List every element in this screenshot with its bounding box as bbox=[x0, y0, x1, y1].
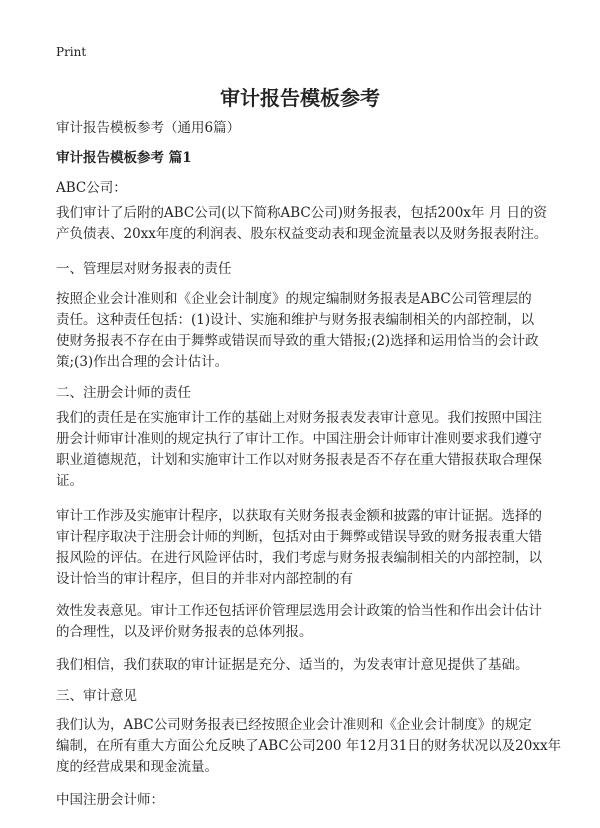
paragraph-3 bbox=[56, 408, 542, 492]
signature-label: 中国注册会计师： bbox=[56, 792, 164, 808]
text-line: 策;(3)作出合理的会计估计。 bbox=[56, 354, 229, 370]
text-line: 编制，在所有重大方面公允反映了ABC公司200 年12月31日的财务状况以及20xx年 bbox=[56, 738, 562, 754]
text-line: 度的经营成果和现金流量。 bbox=[56, 759, 218, 775]
paragraph-1 bbox=[56, 203, 547, 245]
paragraph-5 bbox=[56, 601, 542, 643]
text-line: 我们相信，我们获取的审计证据是充分、适当的，为发表审计意见提供了基础。 bbox=[56, 657, 529, 673]
text-line: 我们的责任是在实施审计工作的基础上对财务报表发表审计意见。我们按照中国注 bbox=[56, 410, 542, 426]
section-title: 审计报告模板参考 篇1 bbox=[56, 150, 192, 166]
paragraph-7 bbox=[56, 715, 561, 778]
text-line: 册会计师审计准则的规定执行了审计工作。中国注册会计师审计准则要求我们遵守 bbox=[56, 431, 542, 447]
salutation: ABC公司： bbox=[56, 180, 127, 196]
text-line: 产负债表、20xx年度的利润表、股东权益变动表和现金流量表以及财务报表附注。 bbox=[56, 226, 548, 242]
paragraph-2 bbox=[56, 289, 539, 373]
paragraph-6 bbox=[56, 655, 529, 676]
text-line: 设计恰当的审计程序，但目的并非对内部控制的有 bbox=[56, 571, 353, 587]
heading-auditor-responsibility: 二、注册会计师的责任 bbox=[56, 385, 191, 401]
text-line: 使财务报表不存在由于舞弊或错误而导致的重大错报;(2)选择和运用恰当的会计政 bbox=[56, 333, 539, 349]
text-line: 按照企业会计准则和《企业会计制度》的规定编制财务报表是ABC公司管理层的 bbox=[56, 291, 532, 307]
text-line: 报风险的评估。在进行风险评估时，我们考虑与财务报表编制相关的内部控制，以 bbox=[56, 550, 542, 566]
text-line: 我们审计了后附的ABC公司(以下简称ABC公司)财务报表，包括200x年 月 日的资 bbox=[56, 205, 547, 221]
text-line: 效性发表意见。审计工作还包括评价管理层选用会计政策的恰当性和作出会计估计 bbox=[56, 603, 542, 619]
text-line: 我们认为，ABC公司财务报表已经按照企业会计准则和《企业会计制度》的规定 bbox=[56, 717, 532, 733]
text-line: 责任。这种责任包括：(1)设计、实施和维护与财务报表编制相关的内部控制，以 bbox=[56, 312, 535, 328]
page-title: 审计报告模板参考 bbox=[220, 86, 380, 110]
text-line: 的合理性，以及评价财务报表的总体列报。 bbox=[56, 624, 313, 640]
heading-audit-opinion: 三、审计意见 bbox=[56, 688, 137, 704]
text-line: 审计工作涉及实施审计程序，以获取有关财务报表金额和披露的审计证据。选择的 bbox=[56, 508, 542, 524]
text-line: 证。 bbox=[56, 473, 83, 489]
text-line: 职业道德规范，计划和实施审计工作以对财务报表是否不存在重大错报获取合理保 bbox=[56, 452, 542, 468]
heading-management-responsibility: 一、管理层对财务报表的责任 bbox=[56, 261, 232, 277]
print-link[interactable]: Print bbox=[56, 45, 87, 59]
paragraph-4 bbox=[56, 506, 542, 590]
text-line: 审计程序取决于注册会计师的判断，包括对由于舞弊或错误导致的财务报表重大错 bbox=[56, 529, 542, 545]
subtitle: 审计报告模板参考（通用6篇） bbox=[56, 120, 241, 136]
